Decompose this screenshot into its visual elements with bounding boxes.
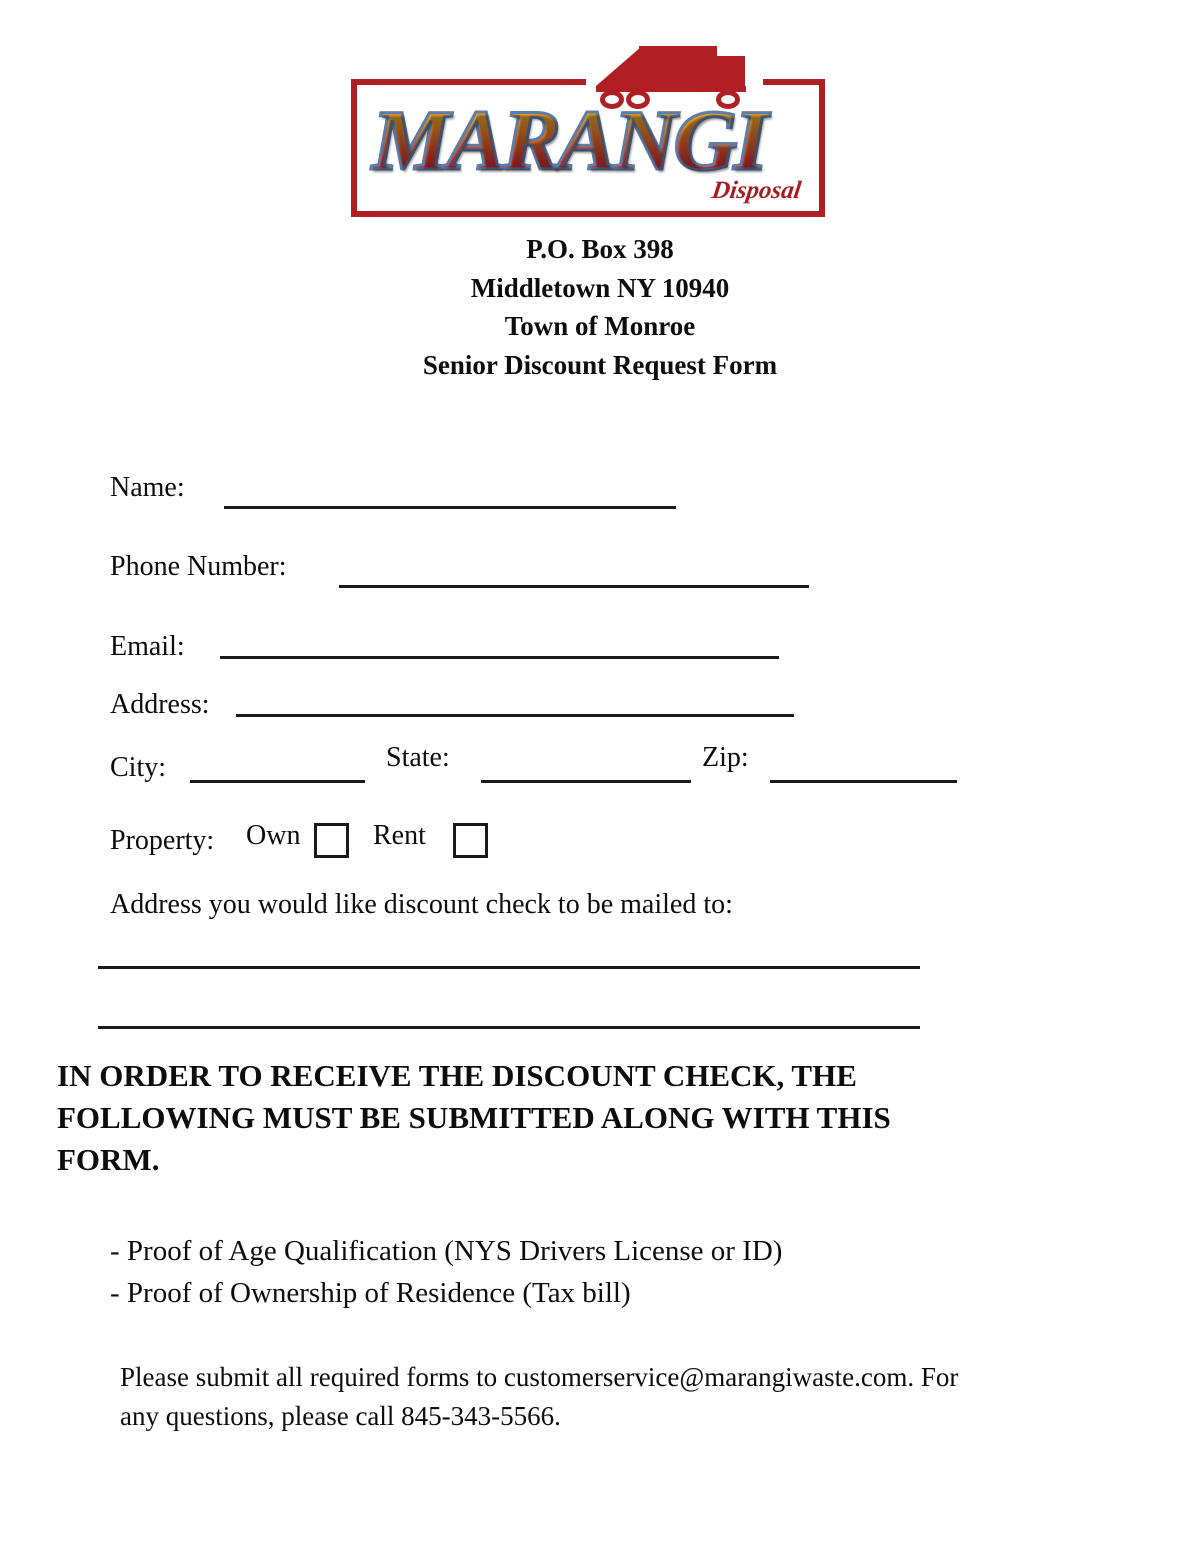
truck-body-shape [639,46,717,86]
header-city-state-zip: Middletown NY 10940 [470,272,730,303]
zip-input[interactable] [770,780,957,783]
city-input[interactable] [190,780,365,783]
page-title: Senior Discount Request Form [422,349,778,380]
address-input[interactable] [236,714,794,717]
mailing-address-line-1[interactable] [98,966,920,969]
truck-cab-shape [717,56,745,86]
company-logo [0,0,1200,222]
address-label: Address: [110,689,210,720]
header-town: Town of Monroe [504,311,696,341]
mailing-address-prompt: Address you would like discount check to be mailed to: [110,889,733,920]
phone-input[interactable] [339,585,809,588]
zip-label: Zip: [702,742,749,773]
logo-wordmark: MARANGI [372,94,813,186]
email-input[interactable] [220,656,779,659]
own-label: Own [246,820,301,851]
header-po-box: P.O. Box 398 [526,234,674,264]
name-input[interactable] [224,506,676,509]
submission-notice: IN ORDER TO RECEIVE THE DISCOUNT CHECK, THE FOLLOWING MUST BE SUBMITTED ALONG WITH THIS FORM. [57,1058,891,1177]
submission-instructions: Please submit all required forms to customerservice@marangiwaste.com. For any questions, please call 845-343-5566. [120,1362,959,1431]
city-label: City: [110,752,167,783]
list-item: - Proof of Ownership of Residence (Tax bill) [110,1277,631,1309]
truck-nose-shape [596,46,642,86]
email-label: Email: [110,631,185,662]
state-label: State: [386,742,450,773]
document-header [0,230,1200,384]
requirements-list [110,1230,1010,1314]
rent-label: Rent [373,820,426,851]
logo-tagline: Disposal [710,177,803,204]
list-item: - Proof of Age Qualification (NYS Drivers License or ID) [110,1235,783,1267]
mailing-address-line-2[interactable] [98,1026,920,1029]
phone-label: Phone Number: [110,551,287,582]
name-label: Name: [110,472,185,503]
state-input[interactable] [481,780,691,783]
own-checkbox[interactable] [314,823,349,858]
rent-checkbox[interactable] [453,823,488,858]
property-label: Property: [110,825,215,856]
